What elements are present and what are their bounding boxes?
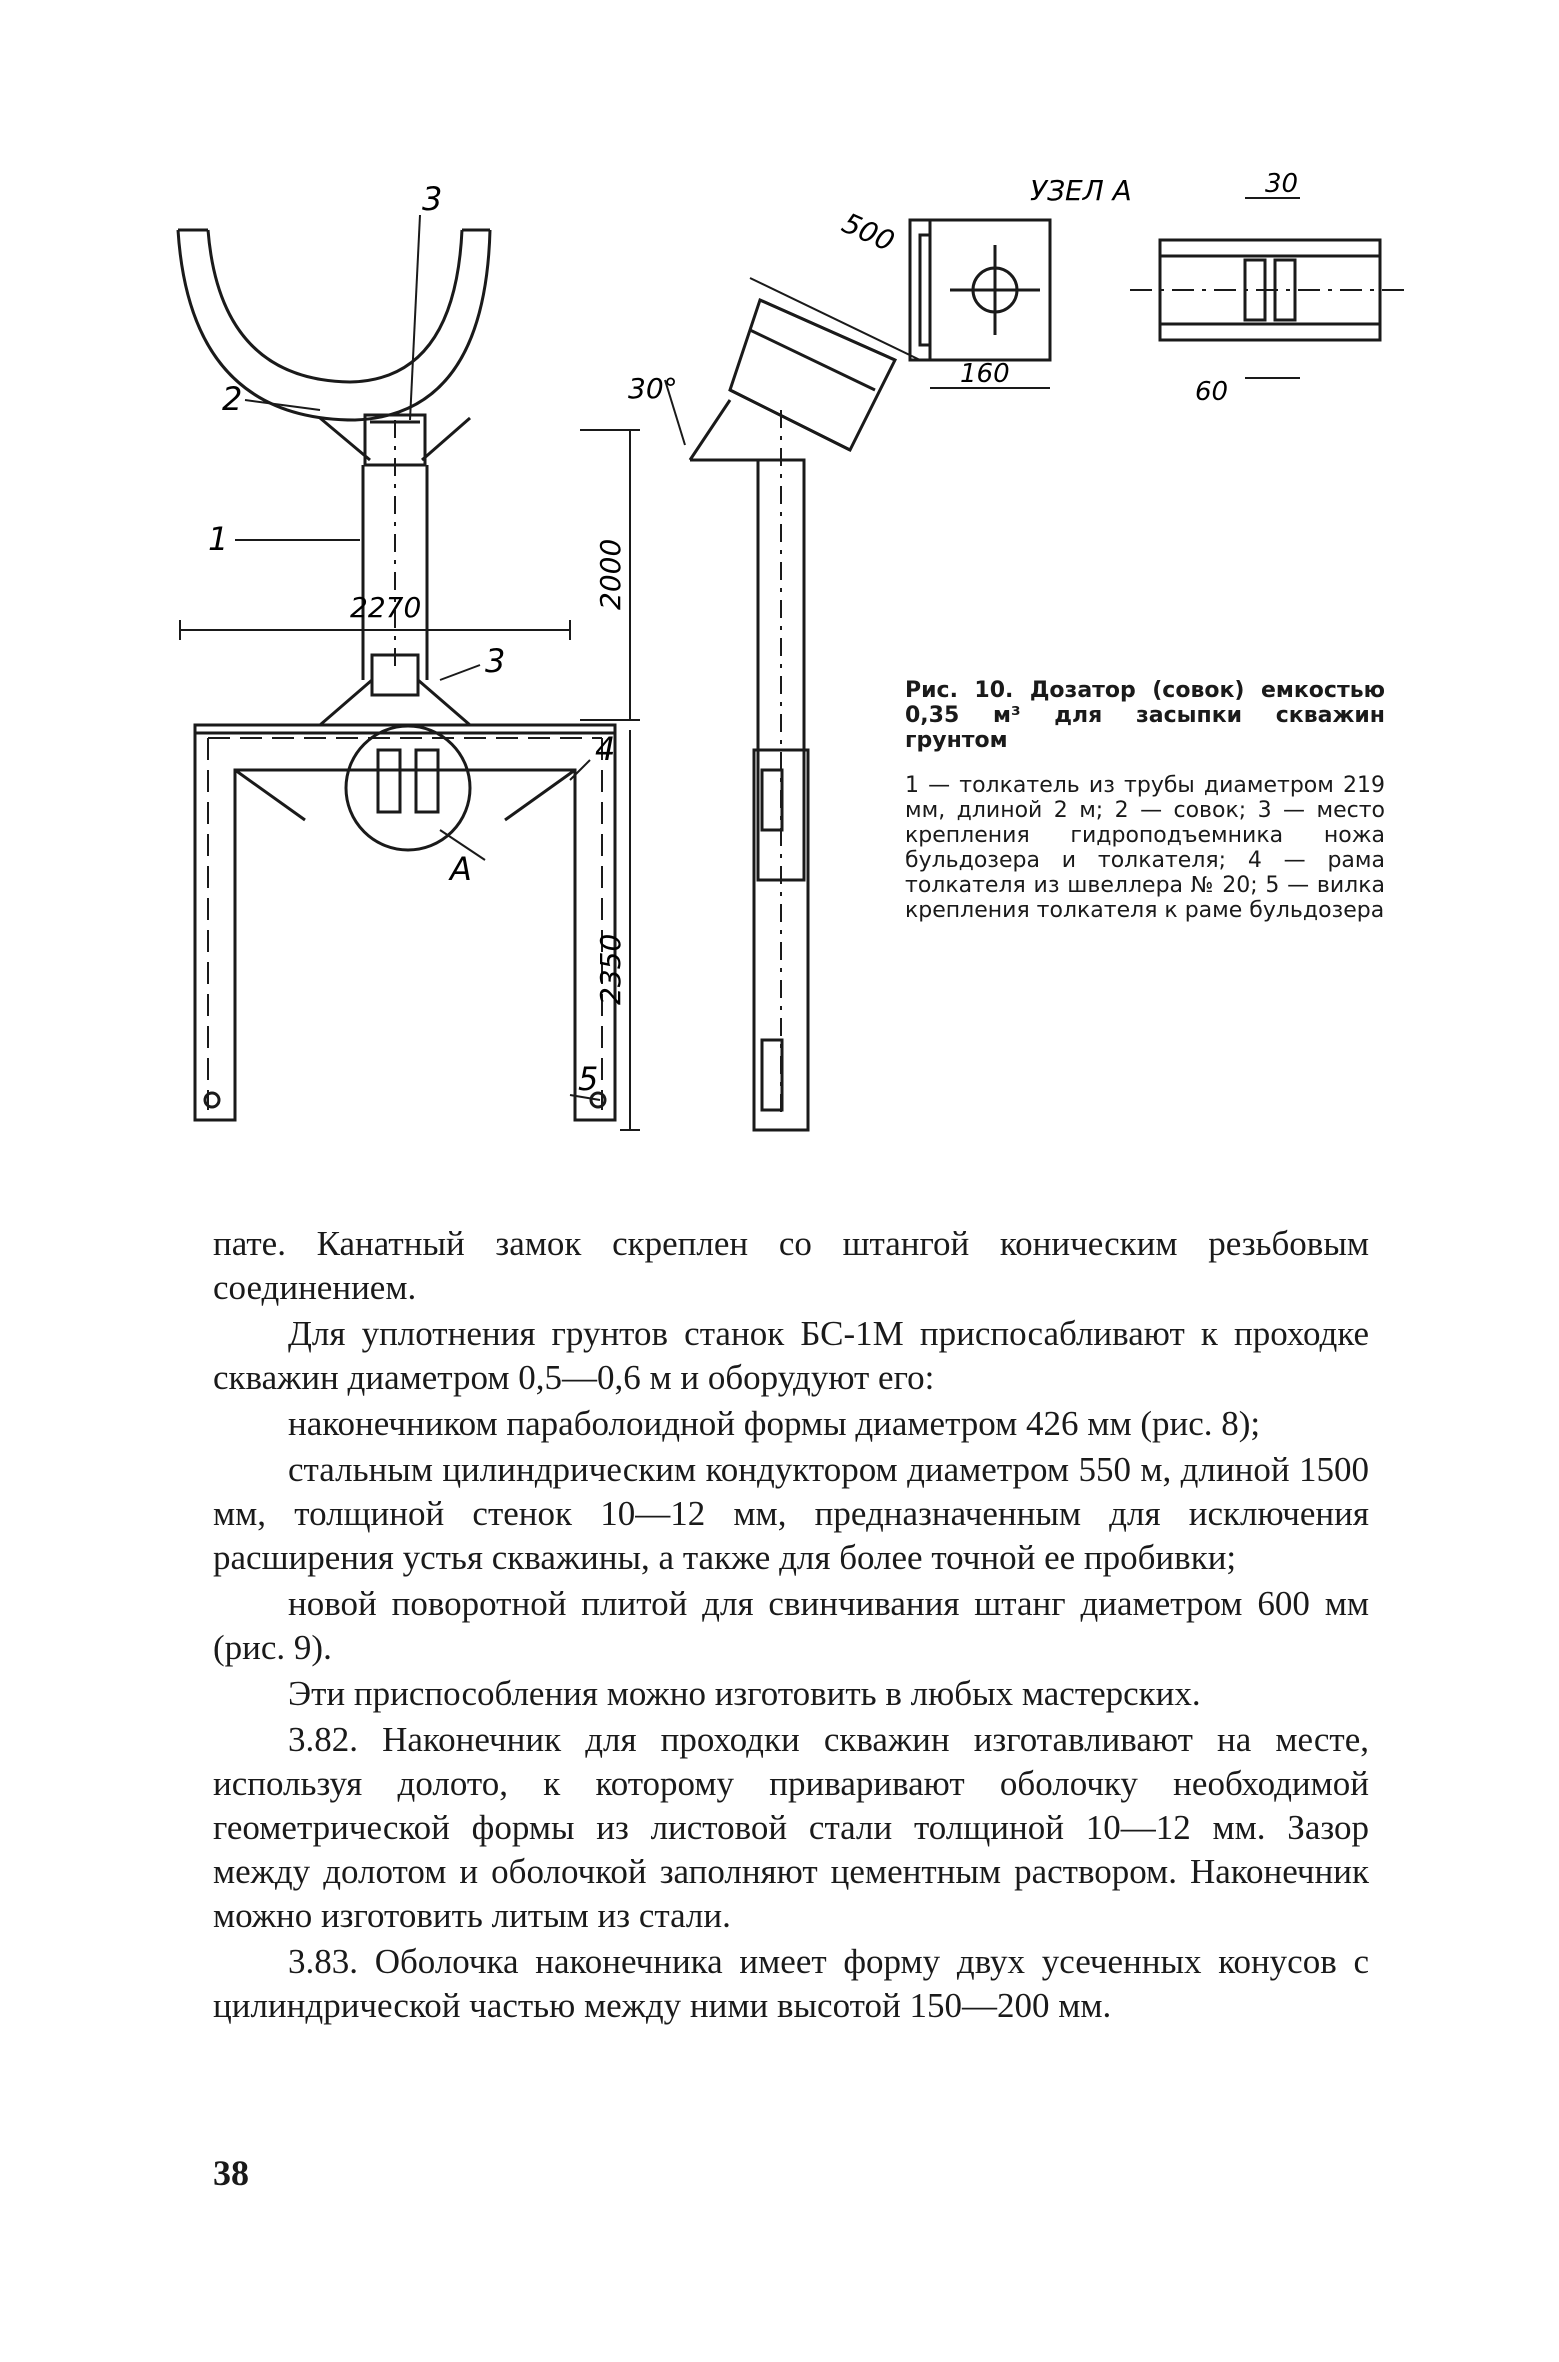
label-dim-500: 500 (837, 206, 900, 259)
label-callout-a: А (450, 850, 472, 888)
figure-caption-title: Рис. 10. Дозатор (совок) емкостью 0,35 м³ для засыпки скважин грунтом (905, 678, 1385, 753)
frame-u (195, 725, 615, 1120)
figure-10-drawing (150, 160, 1410, 1180)
figure-caption-legend: 1 — толкатель из трубы диаметром 219 мм, длиной 2 м; 2 — совок; 3 — место крепления гидроподъемника ножа бульдозера и толкателя; 4 — рама толкателя из швеллера № 20; 5 — вилка крепления толкателя к раме бульдозера (905, 773, 1385, 923)
paragraph: новой поворотной плитой для свинчивания штанг диаметром 600 мм (рис. 9). (213, 1584, 1369, 1667)
figure-caption (905, 678, 1385, 923)
detail-a-channel (910, 220, 930, 360)
paragraph: Для уплотнения грунтов станок БС-1М приспосабливают к проходке скважин диаметром 0,5—0,6 м и оборудуют его: (213, 1314, 1369, 1397)
scoop-inner (208, 230, 462, 382)
paragraph: 3.82. Наконечник для проходки скважин изготавливают на месте, используя долото, к которому приваривают оболочку необходимой геометрической формы из листовой стали толщиной 10—12 мм. Зазор между долотом и оболочкой заполняют цементным раствором. Наконечник можно изготовить литым из стали. (213, 1720, 1369, 1935)
label-dim-160: 160 (960, 359, 1010, 389)
label-callout-5: 5 (578, 1060, 599, 1098)
label-callout-4: 4 (595, 730, 616, 768)
paragraph: наконечником параболоидной формы диаметром 426 мм (рис. 8); (288, 1404, 1261, 1443)
label-dim-30-top: 30 (1265, 169, 1299, 199)
label-dim-2350: 2350 (594, 933, 627, 1005)
paragraph: стальным цилиндрическим кондуктором диаметром 550 м, длиной 1500 мм, толщиной стенок 10—12 мм, предназначенным для исключения расширения устья скважины, а также для более точной ее пробивки; (213, 1450, 1369, 1577)
node-a-circle (346, 726, 470, 850)
label-dim-2270: 2270 (350, 591, 422, 624)
label-callout-1: 1 (208, 520, 229, 558)
body-text (213, 1222, 1369, 2030)
paragraph: пате. Канатный замок скреплен со штангой коническим резьбовым соединением. (213, 1224, 1369, 1307)
label-dim-60: 60 (1195, 377, 1229, 407)
label-dim-2000: 2000 (594, 538, 627, 610)
paragraph: 3.83. Оболочка наконечника имеет форму двух усеченных конусов с цилиндрической частью между ними высотой 150—200 мм. (213, 1942, 1369, 2025)
paragraph: Эти приспособления можно изготовить в любых мастерских. (288, 1674, 1201, 1713)
label-angle-30: 30° (628, 372, 678, 405)
label-callout-3-mid: 3 (485, 642, 506, 680)
page-number: 38 (213, 2153, 249, 2193)
label-callout-2: 2 (222, 380, 243, 418)
label-callout-3-top: 3 (422, 180, 443, 218)
label-detail-title: УЗЕЛ А (1030, 174, 1132, 207)
